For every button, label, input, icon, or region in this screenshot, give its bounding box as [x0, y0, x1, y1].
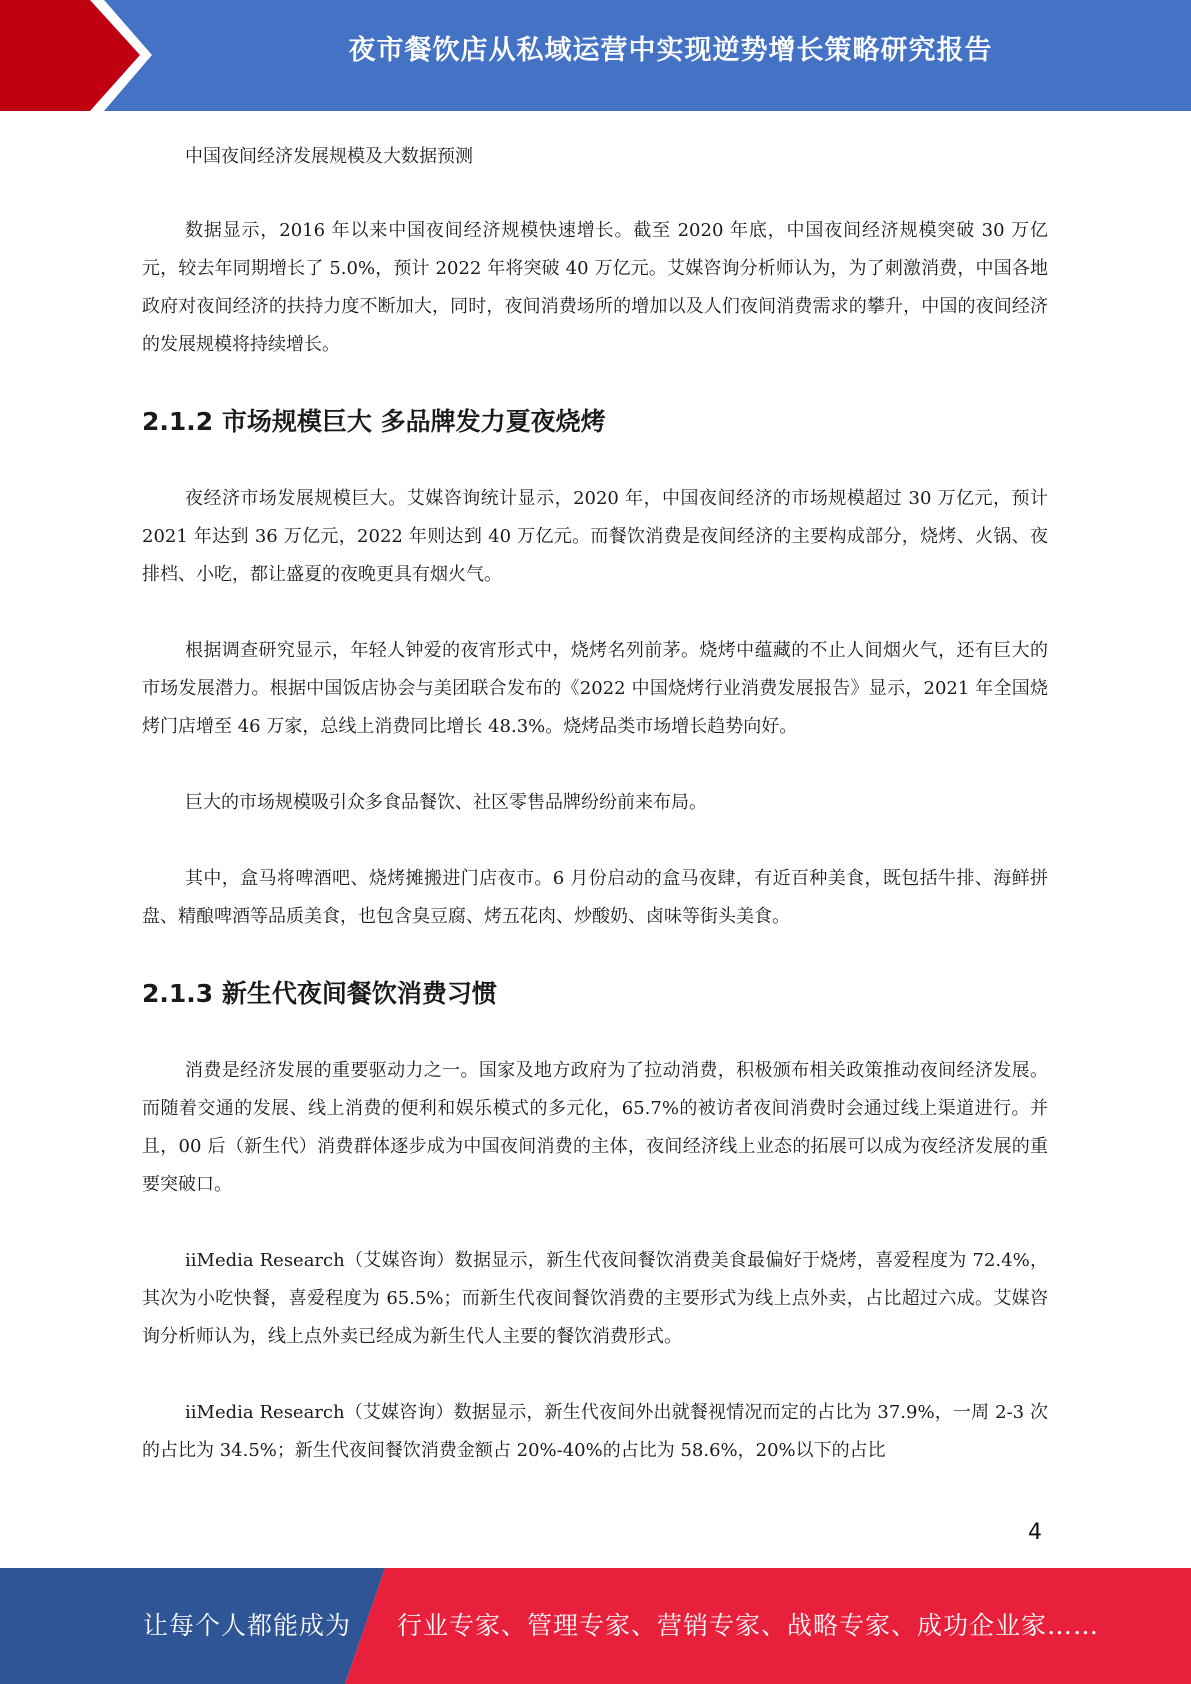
paragraph: 消费是经济发展的重要驱动力之一。国家及地方政府为了拉动消费，积极颁布相关政策推动夜间经济发展。而随着交通的发展、线上消费的便利和娱乐模式的多元化，65.7%的被访者夜间消费时会通过线上渠道进行。并且，00 后（新生代）消费群体逐步成为中国夜间消费的主体，夜间经济线上业态的拓展可以成为夜经济发展的重要突破口。 — [142, 1060, 1048, 1195]
header-arrow-decoration — [0, 0, 160, 111]
header-red-shape — [0, 0, 140, 111]
footer-slogan-left: 让每个人都能成为 — [143, 1611, 352, 1640]
page-content — [142, 128, 1048, 1470]
page-header — [0, 0, 1191, 111]
page-number: 4 — [1028, 1520, 1042, 1545]
paragraph: iiMedia Research（艾媒咨询）数据显示，新生代夜间外出就餐视情况而定的占比为 37.9%，一周 2-3 次的占比为 34.5%；新生代夜间餐饮消费金额占 20%-40%的占比为 58.6%，20%以下的占比 — [142, 1402, 1048, 1461]
figure-caption: 中国夜间经济发展规模及大数据预测 — [185, 146, 473, 167]
paragraph: iiMedia Research（艾媒咨询）数据显示，新生代夜间餐饮消费美食最偏好于烧烤，喜爱程度为 72.4%，其次为小吃快餐，喜爱程度为 65.5%；而新生代夜间餐饮消费的主要形式为线上点外卖，占比超过六成。艾媒咨询分析师认为，线上点外卖已经成为新生代人主要的餐饮消费形式。 — [142, 1250, 1048, 1347]
paragraph: 其中，盒马将啤酒吧、烧烤摊搬进门店夜市。6 月份启动的盒马夜肆，有近百种美食，既包括牛排、海鲜拼盘、精酿啤酒等品质美食，也包含臭豆腐、烤五花肉、炒酸奶、卤味等街头美食。 — [142, 868, 1048, 927]
paragraph: 巨大的市场规模吸引众多食品餐饮、社区零售品牌纷纷前来布局。 — [185, 792, 707, 813]
paragraph: 数据显示，2016 年以来中国夜间经济规模快速增长。截至 2020 年底，中国夜间经济规模突破 30 万亿元，较去年同期增长了 5.0%，预计 2022 年将突破 40 万亿元。艾媒咨询分析师认为，为了刺激消费，中国各地政府对夜间经济的扶持力度不断加大，同时，夜间消费场所的增加以及人们夜间消费需求的攀升，中国的夜间经济的发展规模将持续增长。 — [142, 220, 1048, 355]
page-footer — [0, 1568, 1191, 1684]
paragraph: 根据调查研究显示，年轻人钟爱的夜宵形式中，烧烤名列前茅。烧烤中蕴藏的不止人间烟火气，还有巨大的市场发展潜力。根据中国饭店协会与美团联合发布的《2022 中国烧烤行业消费发展报告》显示，2021 年全国烧烤门店增至 46 万家，总线上消费同比增长 48.3%。烧烤品类市场增长趋势向好。 — [142, 640, 1048, 737]
footer-slogan-right: 行业专家、管理专家、营销专家、战略专家、成功企业家…… — [397, 1611, 1100, 1640]
paragraph: 夜经济市场发展规模巨大。艾媒咨询统计显示，2020 年，中国夜间经济的市场规模超过 30 万亿元，预计 2021 年达到 36 万亿元，2022 年则达到 40 万亿元。而餐饮消费是夜间经济的主要构成部分，烧烤、火锅、夜排档、小吃，都让盛夏的夜晚更具有烟火气。 — [142, 488, 1048, 585]
report-title: 夜市餐饮店从私域运营中实现逆势增长策略研究报告 — [348, 35, 993, 66]
section-heading-2-1-2: 2.1.2 市场规模巨大 多品牌发力夏夜烧烤 — [142, 407, 606, 436]
section-heading-2-1-3: 2.1.3 新生代夜间餐饮消费习惯 — [142, 979, 497, 1008]
